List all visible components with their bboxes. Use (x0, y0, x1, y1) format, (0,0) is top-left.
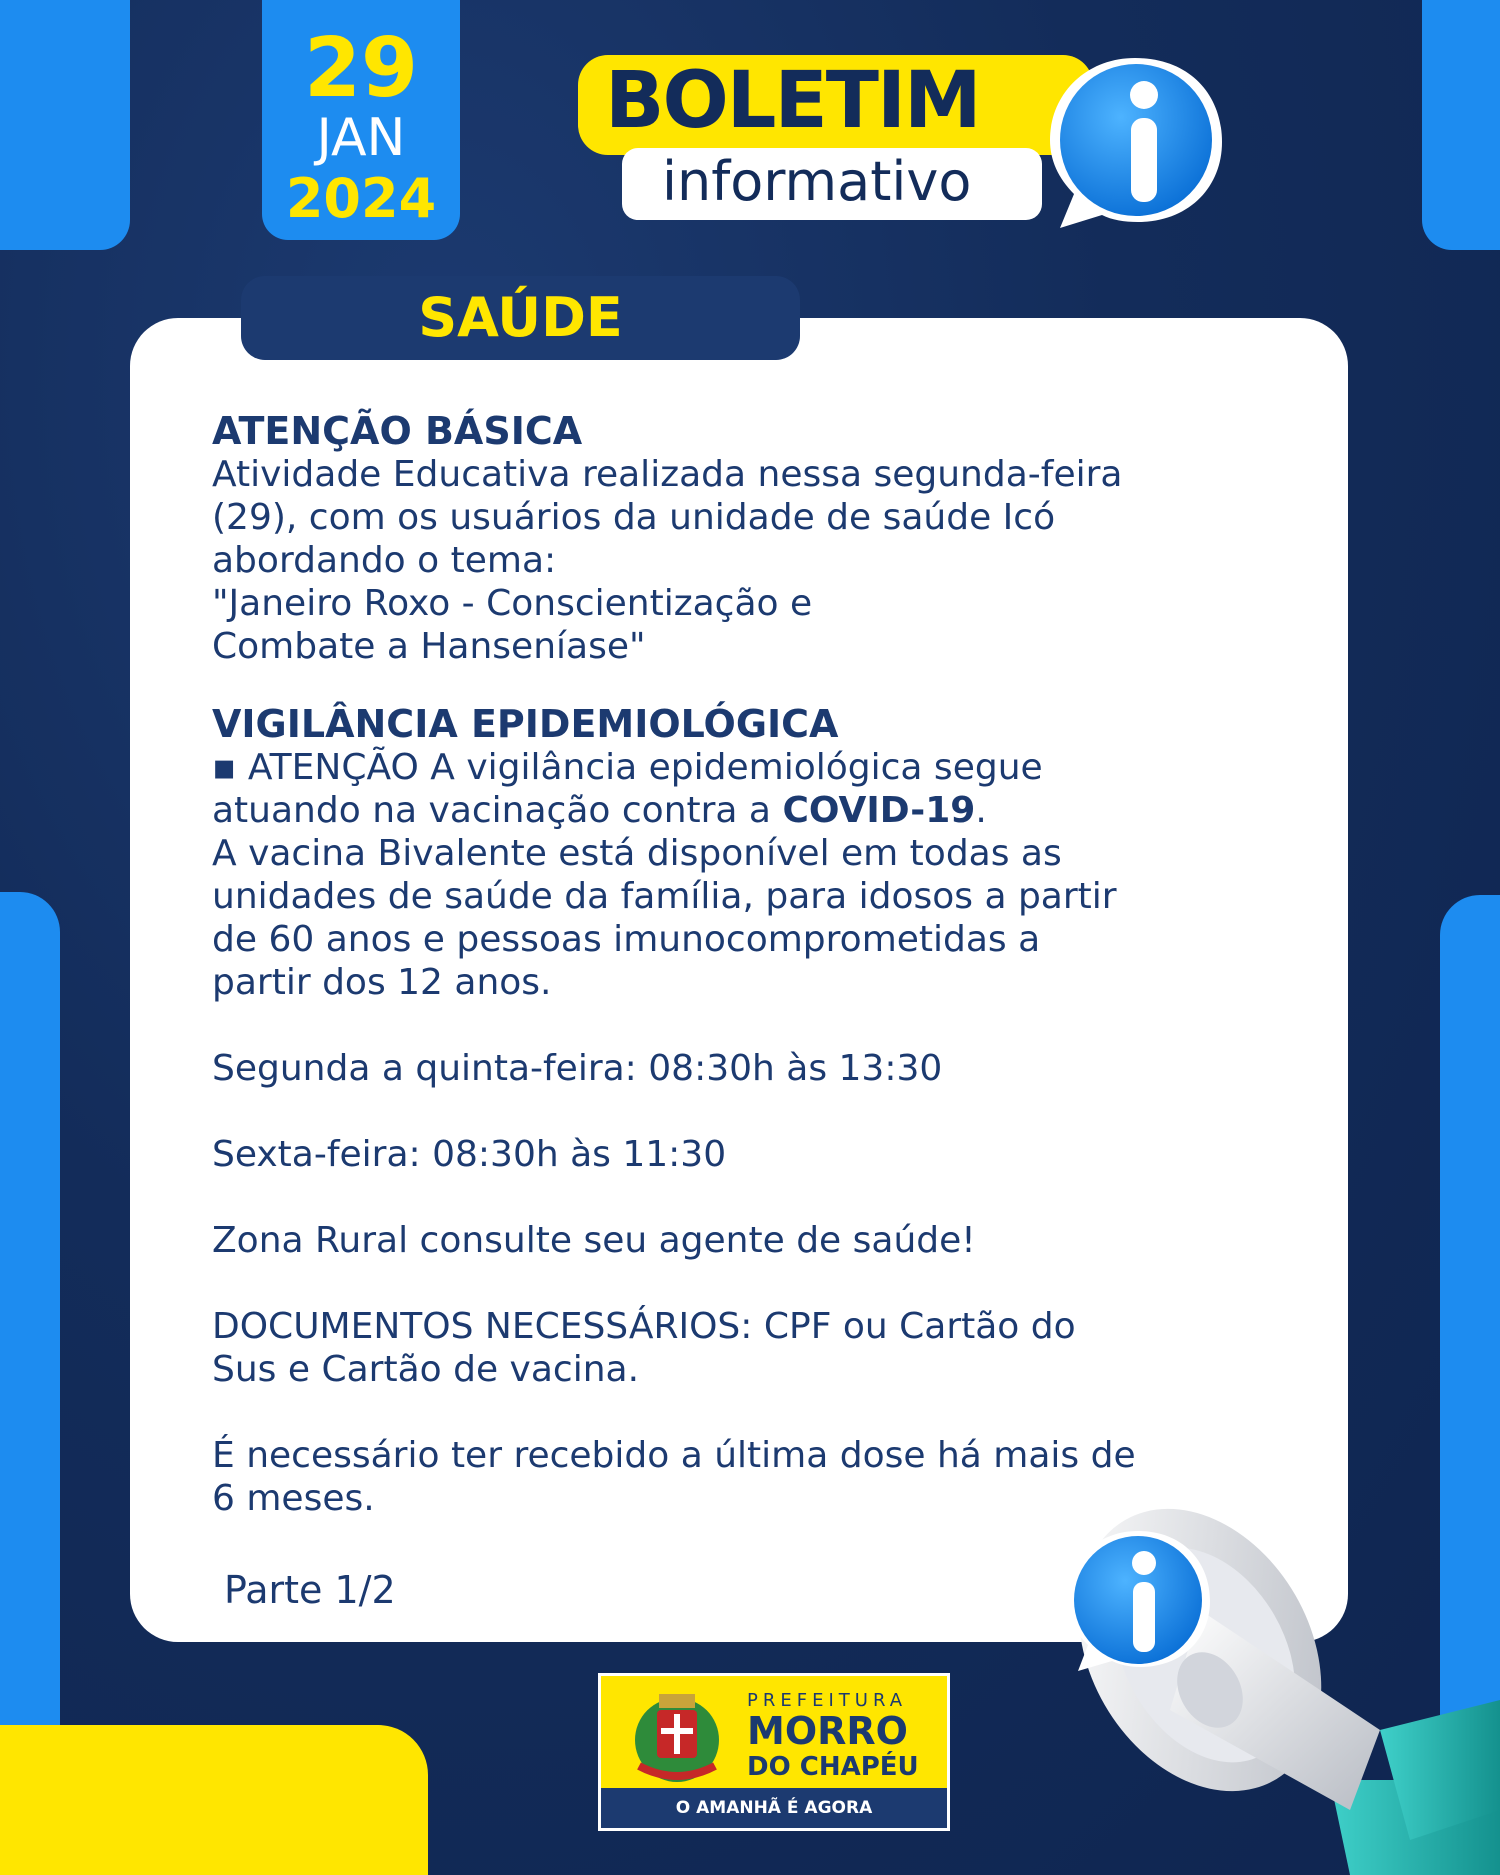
text-line: de 60 anos e pessoas imunocomprometidas a (212, 919, 1041, 960)
page-title: BOLETIM (605, 56, 980, 146)
rural-notice: Zona Rural consulte seu agente de saúde! (212, 1220, 976, 1261)
text-line: (29), com os usuários da unidade de saúde Icó (212, 497, 1056, 538)
text-line (212, 789, 1292, 832)
text-line: Sus e Cartão de vacina. (212, 1349, 640, 1390)
logo-slogan: O AMANHÃ É AGORA (601, 1788, 947, 1828)
text-segment: atuando na vacinação contra a (212, 790, 783, 831)
text-line: 6 meses. (212, 1478, 375, 1519)
date-year: 2024 (285, 167, 437, 230)
schedule-friday: Sexta-feira: 08:30h às 11:30 (212, 1134, 727, 1175)
bulletin-content (212, 410, 1292, 1520)
prefeitura-logo (598, 1673, 950, 1831)
covid-label: COVID-19 (782, 790, 976, 831)
text-line: Combate a Hanseníase" (212, 626, 646, 667)
logo-prefix: PREFEITURA (747, 1690, 908, 1711)
text-segment: . (975, 790, 987, 831)
decor-panel-top-left (0, 0, 130, 250)
decor-panel-top-right (1422, 0, 1500, 250)
text-line: ▪ ATENÇÃO A vigilância epidemiológica segue (212, 747, 1043, 788)
text-line: "Janeiro Roxo - Conscientização e (212, 583, 813, 624)
text-line: Atividade Educativa realizada nessa segunda-feira (212, 454, 1123, 495)
page-subtitle: informativo (662, 150, 972, 213)
heading-vigilancia: VIGILÂNCIA EPIDEMIOLÓGICA (212, 702, 839, 746)
part-indicator: Parte 1/2 (224, 1568, 396, 1612)
heading-atencao-basica: ATENÇÃO BÁSICA (212, 409, 583, 453)
logo-name-line1: MORRO (747, 1709, 908, 1753)
decor-panel-bottom-left (0, 1725, 428, 1875)
text-line: abordando o tema: (212, 540, 557, 581)
date-month: JAN (316, 108, 406, 168)
text-line: A vacina Bivalente está disponível em todas as (212, 833, 1062, 874)
text-line: É necessário ter recebido a última dose há mais de (212, 1435, 1136, 1476)
logo-name-line2: DO CHAPÉU (747, 1752, 919, 1782)
text-line: partir dos 12 anos. (212, 962, 552, 1003)
info-icon (1058, 1525, 1218, 1675)
info-icon (1040, 50, 1230, 230)
date-badge (262, 0, 460, 240)
text-line: DOCUMENTOS NECESSÁRIOS: CPF ou Cartão do (212, 1306, 1076, 1347)
crest-icon (619, 1686, 735, 1786)
schedule-weekdays: Segunda a quinta-feira: 08:30h às 13:30 (212, 1048, 943, 1089)
text-line: unidades de saúde da família, para idosos a partir (212, 876, 1117, 917)
section-tab-label: SAÚDE (418, 286, 623, 349)
date-day: 29 (303, 21, 419, 116)
